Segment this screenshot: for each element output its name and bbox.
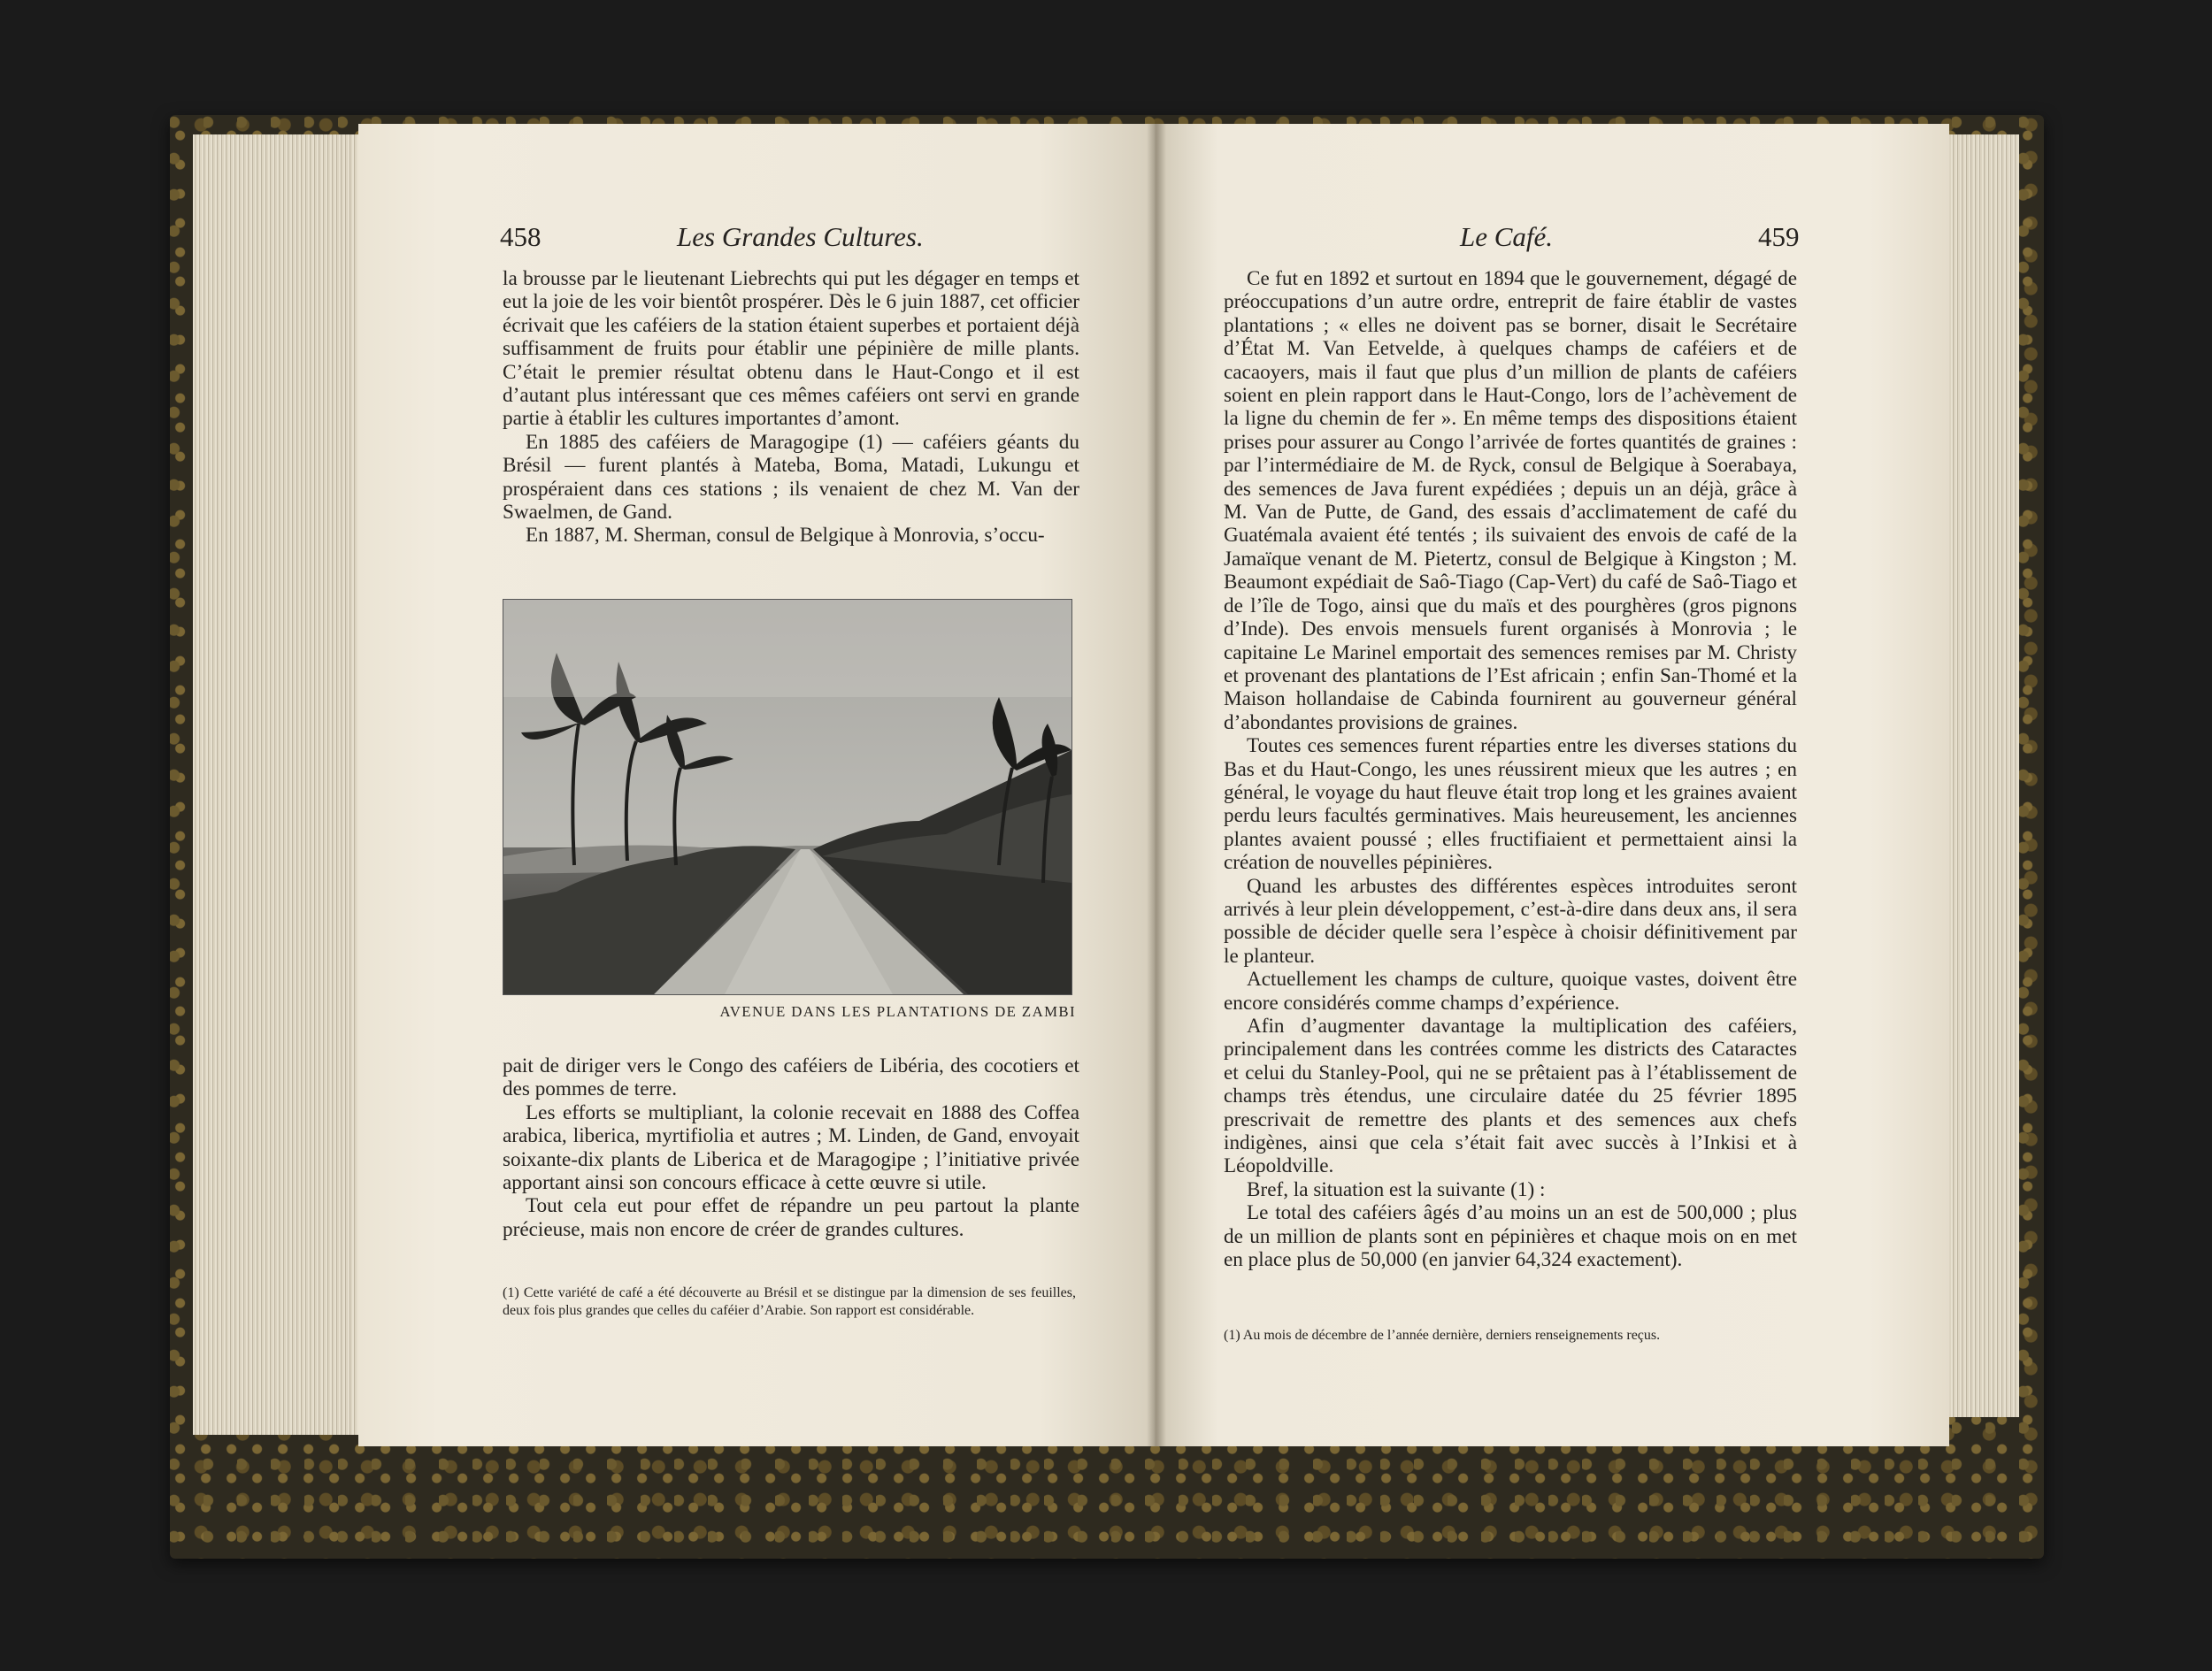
right-page-number: 459 — [1758, 221, 1800, 252]
plantation-photograph — [503, 599, 1072, 995]
paragraph: pait de diriger vers le Congo des caféiers de Libéria, des cocotiers et des pommes de terre. — [503, 1054, 1079, 1101]
left-page — [358, 124, 1159, 1446]
paragraph: En 1885 des caféiers de Maragogipe (1) — caféiers géants du Brésil — furent plantés à Mateba, Boma, Matadi, Lukungu et prospéraient dans ces stations ; ils venaient de chez M. Van der Swaelmen, de Gand. — [503, 430, 1079, 525]
paragraph: Toutes ces semences furent réparties entre les diverses stations du Bas et du Haut-Congo, les unes réussirent mieux que les autres ; en général, le voyage du haut fleuve était trop long et les graines avaient perdu leurs facultés germinatives. Mais heureusement, les anciennes plantes avaient poussé ; elles fructifiaient et permettaient ainsi la création de nouvelles pépinières. — [1224, 734, 1797, 875]
paragraph: Les efforts se multipliant, la colonie recevait en 1888 des Coffea arabica, liberica, myrtifiolia et autres ; M. Linden, de Gand, envoyait soixante-dix plants de Liberica et de Maragogipe ; l’initiative privée apportant ainsi son concours efficace à cette œuvre si utile. — [503, 1100, 1079, 1195]
left-page-edges — [193, 134, 370, 1435]
left-text-before-figure — [503, 267, 1079, 548]
paragraph: Le total des caféiers âgés d’au moins un an est de 500,000 ; plus de un million de plants sont en pépinières et chaque mois on en met en place plus de 50,000 (en janvier 64,324 exactement). — [1224, 1201, 1797, 1272]
figure-caption: AVENUE DANS LES PLANTATIONS DE ZAMBI — [719, 1003, 1076, 1020]
right-running-title: Le Café. — [1460, 221, 1554, 252]
left-page-number: 458 — [500, 221, 541, 252]
paragraph: Afin d’augmenter davantage la multiplication des caféiers, principalement dans les contrées comme les districts des Cataractes et celui du Stanley-Pool, qui ne se prêtaient pas à l’établissement de champs très étendus, une circulaire datée du 25 février 1895 prescrivait de remettre des plants et des semences aux chefs indigènes, ainsi que cela s’était fait avec succès à l’Inkisi et à Léopoldville. — [1224, 1015, 1797, 1178]
book-gutter — [1147, 124, 1166, 1446]
left-running-title: Les Grandes Cultures. — [677, 221, 924, 252]
paragraph: Bref, la situation est la suivante (1) : — [1247, 1177, 1546, 1201]
right-page — [1155, 124, 1949, 1446]
paragraph: Quand les arbustes des différentes espèces introduites seront arrivés à leur plein développement, c’est-à-dire dans deux ans, il sera possible de décider quelle sera l’espèce à choisir définitivement par le planteur. — [1224, 874, 1797, 968]
paragraph: Tout cela eut pour effet de répandre un peu partout la plante précieuse, mais non encore de créer de grandes cultures. — [503, 1194, 1079, 1241]
right-page-header — [1155, 221, 1949, 265]
left-page-header — [358, 221, 1159, 265]
right-text — [1224, 267, 1797, 1271]
paragraph: la brousse par le lieutenant Liebrechts qui put les dégager en temps et eut la joie de les voir bientôt prospérer. Dès le 6 juin 1887, cet officier écrivait que les caféiers de la station étaient superbes et portaient déjà suffisamment de fruits pour établir une pépinière de mille plants. C’était le premier résultat obtenu dans le Haut-Congo et il est d’autant plus intéressant que ces mêmes caféiers ont servi en grande partie à établir les cultures importantes d’amont. — [503, 267, 1079, 431]
right-page-edges — [1938, 134, 2019, 1417]
left-footnote: (1) Cette variété de café a été découverte au Brésil et se distingue par la dimension de ses feuilles, deux fois plus grandes que celles du caféier d’Arabie. Son rapport est considérable. — [503, 1285, 1076, 1318]
paragraph: Actuellement les champs de culture, quoique vastes, doivent être encore considérés comme champs d’expérience. — [1224, 968, 1797, 1015]
left-text-after-figure — [503, 1054, 1079, 1241]
paragraph: Ce fut en 1892 et surtout en 1894 que le gouvernement, dégagé de préoccupations d’un autre ordre, entreprit de faire établir de vastes plantations ; « elles ne doivent pas se borner, disait le Secrétaire d’État M. Van Eetvelde, à quelques champs de caféiers et de cacaoyers, mais il faut que plus d’un million de plants de caféiers soient en plein rapport dans le Haut-Congo, lors de l’achèvement de la ligne du chemin de fer ». En même temps des dispositions étaient prises pour assurer au Congo l’arrivée de fortes quantités de graines : par l’intermédiaire de M. de Ryck, consul de Belgique à Soerabaya, des semences de Java furent expédiées ; depuis un an déjà, grâce à M. Van de Putte, de Gand, des essais d’acclimatement de café du Guatémala avaient été tentés ; ils suivaient des envois de café de la Jamaïque venant de M. Pietertz, consul de Belgique à Kingston ; M. Beaumont expédiait de Saô-Tiago (Cap-Vert) du café de Saô-Tiago et de l’île de Togo, ainsi que du maïs et des pourghères (gros pignons d’Inde). Des envois mensuels furent organisés à Monrovia ; le capitaine Le Marinel emportait des semences remises par M. Christy et provenant des plantations de l’Est africain ; enfin San-Thomé et la Maison hollandaise de Cabinda fournirent au gouverneur général d’abondantes provisions de graines. — [1224, 267, 1797, 734]
right-footnote: (1) Au mois de décembre de l’année dernière, derniers renseignements reçus. — [1224, 1328, 1661, 1343]
paragraph: En 1887, M. Sherman, consul de Belgique à Monrovia, s’occu- — [526, 524, 1045, 548]
